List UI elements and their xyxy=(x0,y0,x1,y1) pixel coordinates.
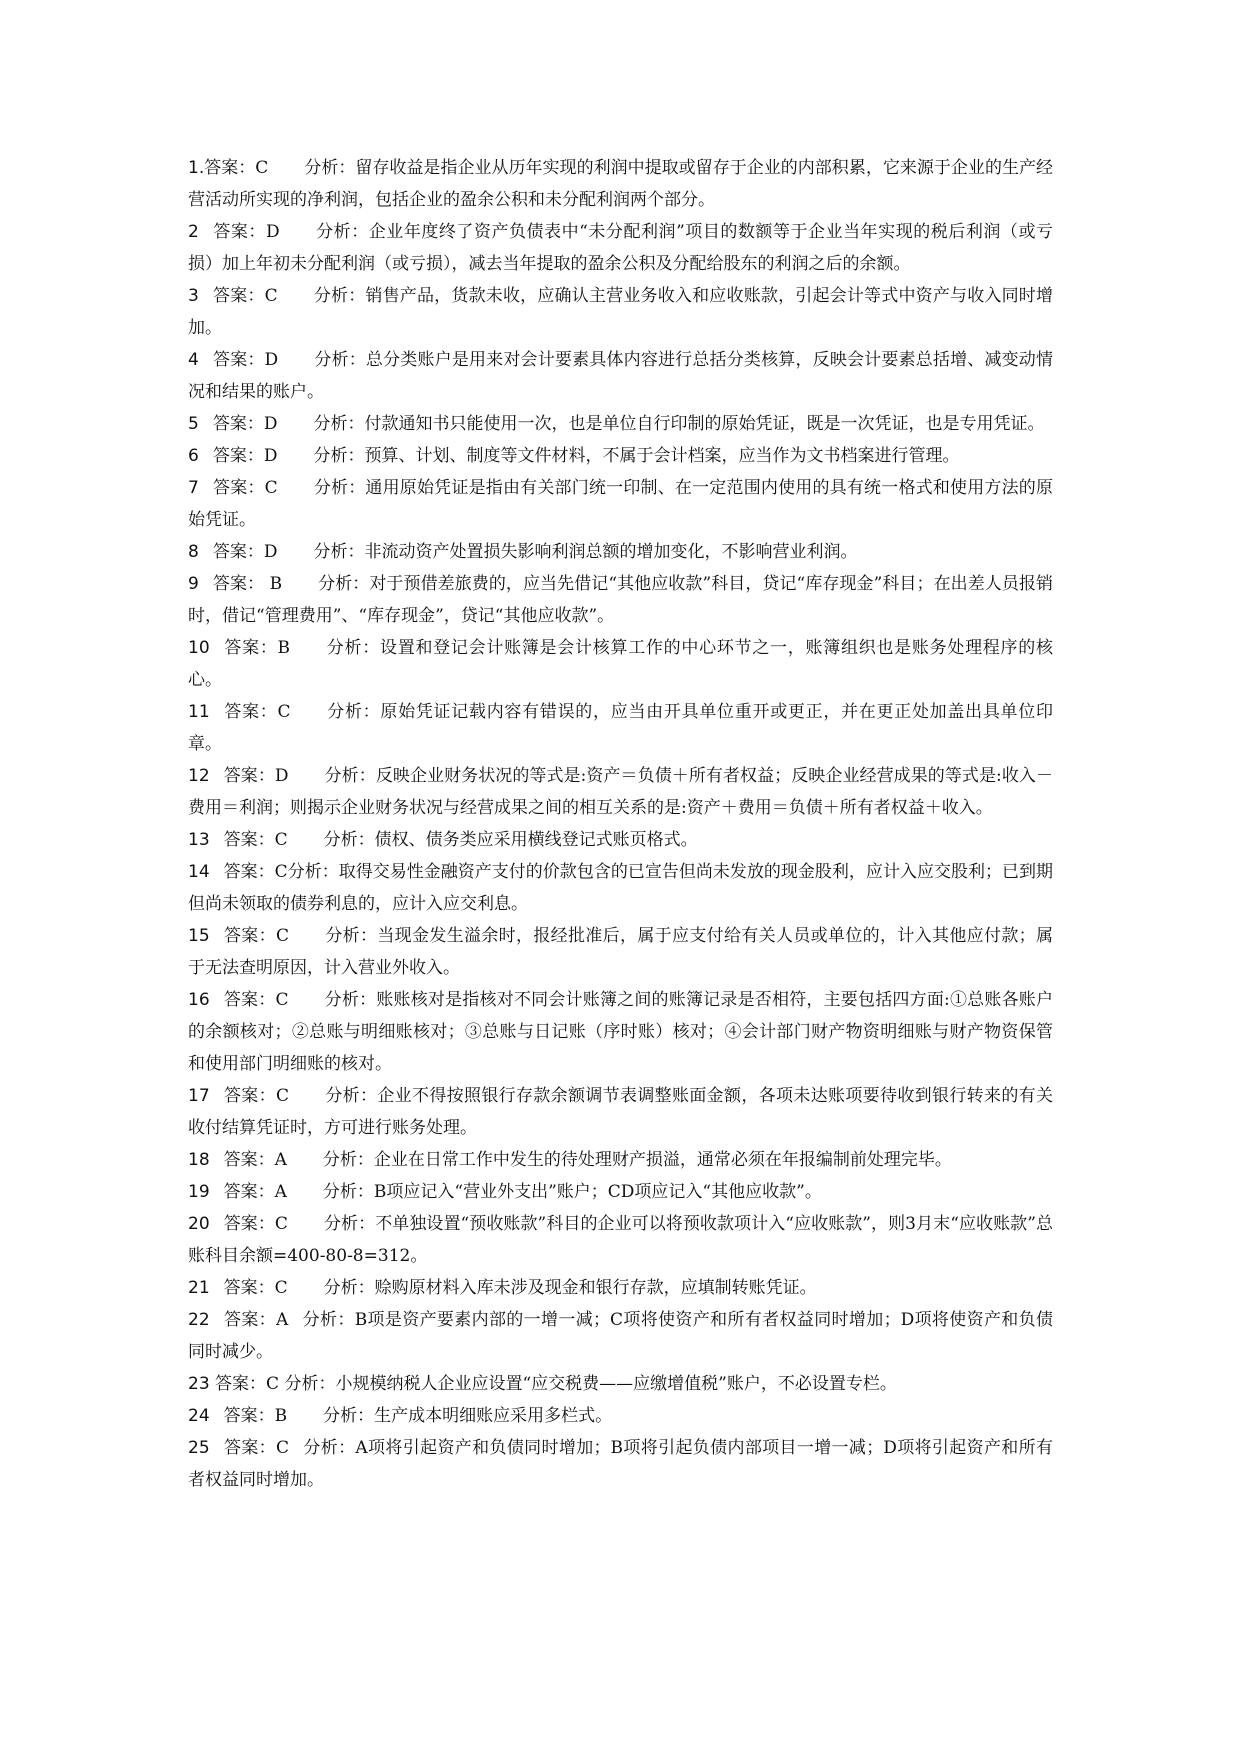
item-number: 14 xyxy=(188,862,210,882)
item-answer: 答案：C xyxy=(223,990,289,1010)
item-answer: 答案：C xyxy=(212,286,278,306)
item-answer: 答案：D xyxy=(223,766,289,786)
answer-item-7 xyxy=(188,472,1053,536)
item-number: 22 xyxy=(188,1310,210,1330)
item-number: 9 xyxy=(188,574,199,594)
answer-item-12 xyxy=(188,760,1053,824)
item-number: 6 xyxy=(188,446,199,466)
item-answer: 答案： B xyxy=(212,574,283,594)
item-answer: 答案：C xyxy=(223,862,288,882)
item-number: 19 xyxy=(188,1182,210,1202)
item-analysis: 分析：企业不得按照银行存款余额调节表调整账面金额，各项未达账项要待收到银行转来的有关收付结算凭证时，方可进行账务处理。 xyxy=(188,1086,1053,1138)
answer-item-22 xyxy=(188,1304,1053,1368)
item-answer: 答案：A xyxy=(223,1182,287,1202)
answer-item-1 xyxy=(188,152,1053,216)
item-number: 3 xyxy=(188,286,199,306)
item-analysis: 分析：非流动资产处置损失影响利润总额的增加变化，不影响营业利润。 xyxy=(313,542,858,562)
item-number: 5 xyxy=(188,414,199,434)
item-answer: 答案：B xyxy=(223,1406,288,1426)
item-answer: 答案：C xyxy=(212,478,278,498)
item-number: 25 xyxy=(188,1438,210,1458)
item-analysis: 分析：不单独设置“预收账款”科目的企业可以将预收款项计入“应收账款”，则3月末“应收账款”总账科目余额=400-80-8=312。 xyxy=(188,1214,1053,1266)
answer-item-20 xyxy=(188,1208,1053,1272)
answer-item-17 xyxy=(188,1080,1053,1144)
item-answer: 答案：C xyxy=(223,1086,289,1106)
item-answer: 答案：B xyxy=(223,638,291,658)
answer-item-6 xyxy=(188,440,1053,472)
item-analysis: 分析：债权、债务类应采用横线登记式账页格式。 xyxy=(323,830,698,850)
item-answer: 答案：C xyxy=(204,158,269,178)
item-analysis: 分析：设置和登记会计账簿是会计核算工作的中心环节之一，账簿组织也是账务处理程序的核心。 xyxy=(188,638,1053,690)
answer-item-13 xyxy=(188,824,1053,856)
item-analysis: 分析：账账核对是指核对不同会计账簿之间的账簿记录是否相符，主要包括四方面:①总账各账户的余额核对；②总账与明细账核对；③总账与日记账（序时账）核对；④会计部门财产物资明细账与财产物资保管和使用部门明细账的核对。 xyxy=(188,990,1053,1074)
item-number: 4 xyxy=(188,350,199,370)
answer-item-25 xyxy=(188,1432,1053,1496)
item-analysis: 分析：B项是资产要素内部的一增一减；C项将使资产和所有者权益同时增加；D项将使资产和负债同时减少。 xyxy=(188,1310,1053,1362)
item-number: 7 xyxy=(188,478,199,498)
answer-item-19 xyxy=(188,1176,1053,1208)
answer-item-24 xyxy=(188,1400,1053,1432)
item-analysis: 分析：反映企业财务状况的等式是:资产＝负债＋所有者权益；反映企业经营成果的等式是:收入－费用＝利润；则揭示企业财务状况与经营成果之间的相互关系的是:资产＋费用＝负债＋所有者权益＋收入。 xyxy=(188,766,1053,818)
item-analysis: 分析：留存收益是指企业从历年实现的利润中提取或留存于企业的内部积累，它来源于企业的生产经营活动所实现的净利润，包括企业的盈余公积和未分配利润两个部分。 xyxy=(188,158,1053,210)
answer-item-11 xyxy=(188,696,1053,760)
item-number: 15 xyxy=(188,926,210,946)
answer-item-3 xyxy=(188,280,1053,344)
item-number: 2 xyxy=(188,222,199,242)
answer-item-14 xyxy=(188,856,1053,920)
item-analysis: 分析：付款通知书只能使用一次，也是单位自行印制的原始凭证，既是一次凭证，也是专用凭证。 xyxy=(313,414,1045,434)
item-number: 24 xyxy=(188,1406,210,1426)
item-analysis: 分析：B项应记入“营业外支出”账户；CD项应记入“其他应收款”。 xyxy=(322,1182,822,1202)
answer-item-15 xyxy=(188,920,1053,984)
item-number: 11 xyxy=(188,702,210,722)
answer-list xyxy=(188,152,1053,1496)
answer-item-5 xyxy=(188,408,1053,440)
item-analysis: 分析：A项将引起资产和负债同时增加；B项将引起负债内部项目一增一减；D项将引起资产和所有者权益同时增加。 xyxy=(188,1438,1053,1490)
item-answer: 答案：A xyxy=(223,1150,287,1170)
item-number: 8 xyxy=(188,542,199,562)
item-analysis: 分析：销售产品，货款未收，应确认主营业务收入和应收账款，引起会计等式中资产与收入同时增加。 xyxy=(188,286,1054,338)
answer-item-8 xyxy=(188,536,1053,568)
item-number: 10 xyxy=(188,638,210,658)
item-answer: 答案：C xyxy=(223,1278,288,1298)
item-answer: 答案：C xyxy=(223,702,291,722)
item-answer: 答案：C xyxy=(223,830,288,850)
answer-item-4 xyxy=(188,344,1053,408)
item-answer: 答案：D xyxy=(212,414,278,434)
item-number: 21 xyxy=(188,1278,210,1298)
answer-item-9 xyxy=(188,568,1053,632)
answer-item-2 xyxy=(188,216,1053,280)
item-answer: 答案：D xyxy=(212,542,278,562)
item-analysis: 分析：赊购原材料入库未涉及现金和银行存款，应填制转账凭证。 xyxy=(323,1278,817,1298)
item-analysis: 分析：总分类账户是用来对会计要素具体内容进行总括分类核算，反映会计要素总括增、减变动情况和结果的账户。 xyxy=(188,350,1053,402)
item-analysis: 分析：企业年度终了资产负债表中“未分配利润”项目的数额等于企业当年实现的税后利润（或亏损）加上年初未分配利润（或亏损），减去当年提取的盈余公积及分配给股东的利润之后的余额。 xyxy=(188,222,1053,274)
item-analysis: 分析：对于预借差旅费的，应当先借记“其他应收款”科目，贷记“库存现金”科目；在出差人员报销时，借记“管理费用”、“库存现金”，贷记“其他应收款”。 xyxy=(188,574,1053,626)
answer-item-21 xyxy=(188,1272,1053,1304)
item-analysis: 分析：企业在日常工作中发生的待处理财产损溢，通常必须在年报编制前处理完毕。 xyxy=(322,1150,952,1170)
item-answer: 答案：C xyxy=(223,926,289,946)
item-answer: 答案：D xyxy=(212,350,279,370)
item-number: 13 xyxy=(188,830,210,850)
item-number: 18 xyxy=(188,1150,210,1170)
item-answer: 答案：C xyxy=(223,1438,290,1458)
item-analysis: 分析：生产成本明细账应采用多栏式。 xyxy=(323,1406,613,1426)
item-analysis: 分析：原始凭证记载内容有错误的，应当由开具单位重开或更正，并在更正处加盖出具单位印章。 xyxy=(188,702,1053,754)
item-analysis: 分析：预算、计划、制度等文件材料，不属于会计档案，应当作为文书档案进行管理。 xyxy=(313,446,960,466)
item-answer: 答案：C xyxy=(223,1214,288,1234)
item-number: 23 xyxy=(188,1374,210,1394)
item-answer: 答案：D xyxy=(212,446,278,466)
item-analysis: 分析：小规模纳税人企业应设置“应交税费——应缴增值税”账户，不必设置专栏。 xyxy=(284,1374,897,1394)
item-analysis: 分析：取得交易性金融资产支付的价款包含的已宣告但尚未发放的现金股利，应计入应交股利；已到期但尚未领取的债券利息的，应计入应交利息。 xyxy=(188,862,1054,914)
answer-item-18 xyxy=(188,1144,1053,1176)
answer-item-10 xyxy=(188,632,1053,696)
item-analysis: 分析：当现金发生溢余时，报经批准后，属于应支付给有关人员或单位的，计入其他应付款；属于无法查明原因，计入营业外收入。 xyxy=(188,926,1053,978)
item-number: 20 xyxy=(188,1214,210,1234)
item-number: 1. xyxy=(188,158,205,178)
item-number: 17 xyxy=(188,1086,210,1106)
item-number: 16 xyxy=(188,990,210,1010)
answer-item-23 xyxy=(188,1368,1053,1400)
item-answer: 答案：A xyxy=(223,1310,289,1330)
item-answer: 答案：D xyxy=(212,222,280,242)
item-analysis: 分析：通用原始凭证是指由有关部门统一印制、在一定范围内使用的具有统一格式和使用方法的原始凭证。 xyxy=(188,478,1054,530)
item-answer: 答案：C xyxy=(215,1374,280,1394)
answer-item-16 xyxy=(188,984,1053,1080)
item-number: 12 xyxy=(188,766,210,786)
